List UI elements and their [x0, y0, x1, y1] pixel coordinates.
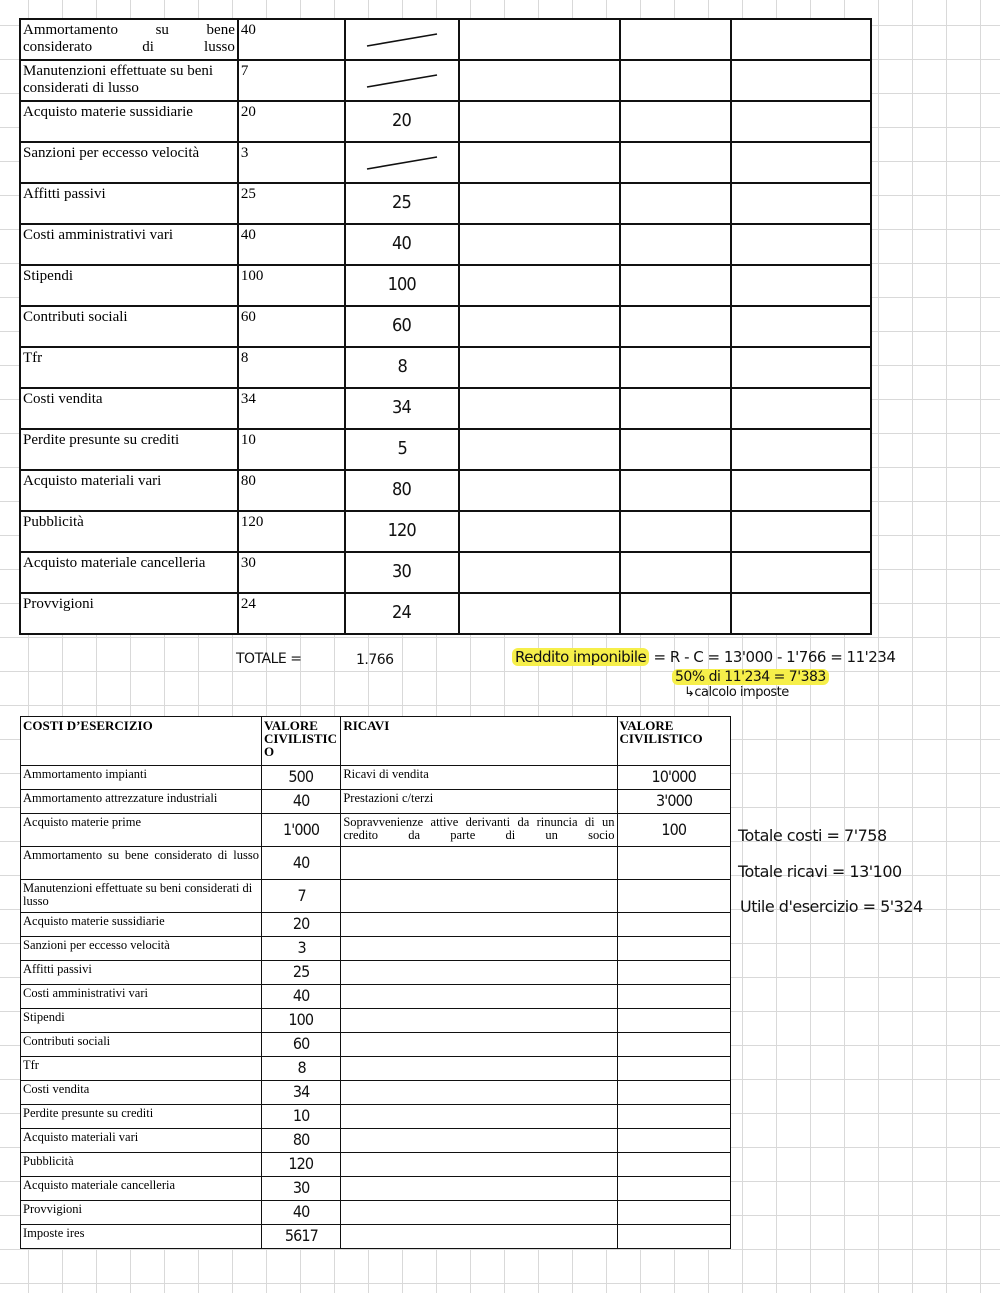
handwritten-value: 80: [292, 1130, 310, 1149]
totale-costi-note: Totale costi = 7'758: [738, 826, 887, 845]
handwritten-value: 60: [292, 1034, 310, 1053]
handwritten-value: 8: [297, 1058, 306, 1077]
cost-value-cell: 3: [238, 142, 345, 183]
table-row: [21, 1225, 731, 1249]
reddito-imponibile-note: [512, 648, 895, 666]
handwritten-value: 10: [292, 1106, 310, 1125]
handwritten-value: 100: [387, 274, 417, 295]
cost-name-cell: Ammortamento impianti: [21, 766, 262, 790]
cost-name-cell: Stipendi: [20, 265, 238, 306]
cost-name-cell: Provvigioni: [21, 1201, 262, 1225]
handwritten-value: 40: [292, 1202, 310, 1221]
handwritten-value: 3: [297, 938, 306, 957]
handwritten-value: 10'000: [651, 767, 696, 786]
empty-cell: [459, 593, 621, 634]
empty-cell: [459, 183, 621, 224]
table-row: [21, 1081, 731, 1105]
handwritten-value-cell: [345, 265, 459, 306]
table-row: [20, 593, 871, 634]
ricavo-name-cell: [341, 880, 617, 913]
ricavo-name-cell: [341, 1129, 617, 1153]
header-costi: COSTI D’ESERCIZIO: [21, 717, 262, 766]
handwritten-value-cell: [345, 183, 459, 224]
empty-cell: [731, 470, 871, 511]
handwritten-value: 34: [292, 1082, 310, 1101]
header-ricavi: RICAVI: [341, 717, 617, 766]
top-costs-table-body: [20, 19, 871, 634]
cost-name-cell: Acquisto materiali vari: [20, 470, 238, 511]
empty-cell: [731, 429, 871, 470]
handwritten-value: 500: [288, 767, 314, 786]
cost-value-cell: 80: [238, 470, 345, 511]
handwritten-value: 24: [392, 602, 412, 623]
ricavo-name-cell: [341, 1081, 617, 1105]
handwritten-value-cell: [345, 101, 459, 142]
empty-cell: [731, 511, 871, 552]
empty-cell: [459, 347, 621, 388]
table-row: [21, 961, 731, 985]
handwritten-value: 120: [387, 520, 417, 541]
conto-economico-table: [20, 716, 731, 1249]
ricavo-value-cell: [617, 1057, 731, 1081]
ricavo-name-cell: [341, 1201, 617, 1225]
ricavo-name-cell: Ricavi di vendita: [341, 766, 617, 790]
cost-value-cell: 60: [238, 306, 345, 347]
cost-name-cell: Ammortamento su bene considerato di lusso: [20, 19, 238, 60]
handwritten-value: 80: [392, 479, 412, 500]
cost-value-cell: 25: [238, 183, 345, 224]
cost-name-cell: Contributi sociali: [20, 306, 238, 347]
cost-name-cell: Costi vendita: [21, 1081, 262, 1105]
empty-cell: [620, 101, 731, 142]
cost-value-cell: [262, 961, 341, 985]
cost-name-cell: Sanzioni per eccesso velocità: [21, 937, 262, 961]
ricavo-value-cell: [617, 1081, 731, 1105]
handwritten-value-cell: [345, 19, 459, 60]
handwritten-value: 5617: [284, 1226, 318, 1245]
reddito-formula: = R - C = 13'000 - 1'766 = 11'234: [653, 648, 896, 666]
ricavo-value-cell: [617, 1129, 731, 1153]
handwritten-value: 30: [292, 1178, 310, 1197]
cost-name-cell: Ammortamento attrezzature industriali: [21, 790, 262, 814]
ricavo-value-cell: [617, 880, 731, 913]
ricavo-name-cell: [341, 847, 617, 880]
empty-cell: [731, 388, 871, 429]
table-row: [20, 101, 871, 142]
ricavo-name-cell: [341, 985, 617, 1009]
ricavo-name-cell: [341, 1057, 617, 1081]
cost-name-cell: Affitti passivi: [20, 183, 238, 224]
table-row: [21, 847, 731, 880]
empty-cell: [620, 593, 731, 634]
empty-cell: [731, 224, 871, 265]
ricavo-value-cell: [617, 1201, 731, 1225]
table-row: [21, 1105, 731, 1129]
tax-calculation: 50% di 11'234 = 7'383: [672, 669, 829, 685]
cost-name-cell: Sanzioni per eccesso velocità: [20, 142, 238, 183]
handwritten-value: 3'000: [655, 791, 692, 810]
cost-value-cell: [262, 766, 341, 790]
empty-cell: [620, 552, 731, 593]
handwritten-value: 30: [392, 561, 412, 582]
table-row: [21, 913, 731, 937]
table-row: [21, 1057, 731, 1081]
handwritten-value: 8: [397, 356, 407, 377]
cost-name-cell: Tfr: [21, 1057, 262, 1081]
ricavo-value-cell: [617, 1177, 731, 1201]
empty-cell: [731, 265, 871, 306]
ricavo-value-cell: [617, 790, 731, 814]
handwritten-value: 1'000: [283, 819, 320, 839]
empty-cell: [731, 593, 871, 634]
cost-name-cell: Pubblicità: [20, 511, 238, 552]
ricavo-name-cell: [341, 1177, 617, 1201]
cost-value-cell: [262, 1177, 341, 1201]
ricavo-value-cell: [617, 1153, 731, 1177]
empty-cell: [620, 224, 731, 265]
cost-value-cell: [262, 1129, 341, 1153]
handwritten-value-cell: [345, 511, 459, 552]
cost-name-cell: Affitti passivi: [21, 961, 262, 985]
empty-cell: [459, 552, 621, 593]
empty-cell: [459, 142, 621, 183]
cost-value-cell: 40: [238, 19, 345, 60]
handwritten-value: 25: [292, 962, 310, 981]
handwritten-value-cell: [345, 60, 459, 101]
cost-name-cell: Ammortamento su bene considerato di lusso: [21, 847, 262, 880]
handwritten-value: 40: [292, 791, 310, 810]
ricavo-name-cell: [341, 1009, 617, 1033]
ricavo-value-cell: [617, 913, 731, 937]
ricavo-name-cell: [341, 1225, 617, 1249]
table-row: [21, 1129, 731, 1153]
utile-esercizio-note: Utile d'esercizio = 5'324: [740, 897, 923, 916]
table-row: [20, 60, 871, 101]
empty-cell: [731, 60, 871, 101]
table-row: [21, 937, 731, 961]
empty-cell: [459, 224, 621, 265]
empty-cell: [620, 306, 731, 347]
ricavo-value-cell: [617, 1009, 731, 1033]
cost-value-cell: [262, 1081, 341, 1105]
table-row: [21, 1201, 731, 1225]
ricavo-value-cell: [617, 1105, 731, 1129]
cost-value-cell: [262, 937, 341, 961]
handwritten-value: 5: [397, 438, 407, 459]
handwritten-value: 20: [392, 110, 412, 131]
ricavo-name-cell: [341, 1105, 617, 1129]
cost-value-cell: 120: [238, 511, 345, 552]
empty-cell: [459, 470, 621, 511]
cost-value-cell: 40: [238, 224, 345, 265]
cost-name-cell: Stipendi: [21, 1009, 262, 1033]
table-row: [20, 306, 871, 347]
tax-line: [672, 669, 829, 685]
tax-note: ↳calcolo imposte: [684, 685, 789, 700]
cost-value-cell: [262, 1225, 341, 1249]
handwritten-value: 40: [392, 233, 412, 254]
crossed-out-mark: [364, 72, 440, 90]
empty-cell: [620, 265, 731, 306]
cost-name-cell: Acquisto materiale cancelleria: [21, 1177, 262, 1201]
handwritten-value-cell: [345, 142, 459, 183]
table-row: [20, 142, 871, 183]
handwritten-value: 60: [392, 315, 412, 336]
cost-value-cell: [262, 790, 341, 814]
ricavo-name-cell: Sopravvenienze attive derivanti da rinuncia di un credito da parte di un socio: [341, 814, 617, 847]
table-row: [21, 766, 731, 790]
empty-cell: [731, 19, 871, 60]
table-row: [20, 19, 871, 60]
handwritten-value: 40: [292, 986, 310, 1005]
ricavo-value-cell: [617, 1225, 731, 1249]
cost-name-cell: Perdite presunte su crediti: [21, 1105, 262, 1129]
totale-label: TOTALE =: [236, 651, 302, 667]
crossed-out-mark: [364, 31, 440, 49]
empty-cell: [731, 347, 871, 388]
reddito-label: Reddito imponibile: [512, 648, 649, 666]
cost-value-cell: 34: [238, 388, 345, 429]
table-row: [20, 224, 871, 265]
table-row: [21, 1009, 731, 1033]
handwritten-value-cell: [345, 306, 459, 347]
empty-cell: [459, 265, 621, 306]
empty-cell: [620, 470, 731, 511]
table-row: [20, 552, 871, 593]
top-costs-table: [19, 18, 872, 635]
empty-cell: [620, 511, 731, 552]
table-row: [20, 265, 871, 306]
empty-cell: [459, 429, 621, 470]
cost-value-cell: [262, 985, 341, 1009]
empty-cell: [731, 306, 871, 347]
ricavo-value-cell: [617, 1033, 731, 1057]
table-row: [21, 985, 731, 1009]
ricavo-value-cell: [617, 847, 731, 880]
handwritten-value-cell: [345, 593, 459, 634]
handwritten-value: 120: [288, 1154, 314, 1173]
cost-value-cell: 10: [238, 429, 345, 470]
empty-cell: [459, 60, 621, 101]
cost-value-cell: 20: [238, 101, 345, 142]
empty-cell: [620, 19, 731, 60]
table-row: [20, 388, 871, 429]
ricavo-value-cell: [617, 814, 731, 847]
table-row: [20, 470, 871, 511]
ricavo-value-cell: [617, 937, 731, 961]
cost-name-cell: Acquisto materiale cancelleria: [20, 552, 238, 593]
cost-name-cell: Provvigioni: [20, 593, 238, 634]
cost-value-cell: [262, 913, 341, 937]
cost-value-cell: 8: [238, 347, 345, 388]
conto-economico-body: [21, 717, 731, 1249]
table-row: [21, 880, 731, 913]
handwritten-value: 7: [297, 885, 306, 905]
cost-name-cell: Contributi sociali: [21, 1033, 262, 1057]
ricavo-name-cell: Prestazioni c/terzi: [341, 790, 617, 814]
cost-value-cell: [262, 1201, 341, 1225]
cost-name-cell: Costi amministrativi vari: [20, 224, 238, 265]
cost-name-cell: Costi amministrativi vari: [21, 985, 262, 1009]
empty-cell: [459, 101, 621, 142]
handwritten-value-cell: [345, 470, 459, 511]
cost-value-cell: [262, 1057, 341, 1081]
cost-name-cell: Pubblicità: [21, 1153, 262, 1177]
empty-cell: [459, 388, 621, 429]
cost-value-cell: [262, 1105, 341, 1129]
crossed-out-mark: [364, 154, 440, 172]
handwritten-value-cell: [345, 224, 459, 265]
table-row: [21, 1153, 731, 1177]
header-valore: VALORE CIVILISTIC O: [262, 717, 341, 766]
cost-name-cell: Manutenzioni effettuate su beni considerati di lusso: [20, 60, 238, 101]
cost-name-cell: Acquisto materie prime: [21, 814, 262, 847]
empty-cell: [459, 511, 621, 552]
empty-cell: [620, 60, 731, 101]
table-row: [20, 429, 871, 470]
cost-name-cell: Acquisto materie sussidiarie: [20, 101, 238, 142]
cost-value-cell: 24: [238, 593, 345, 634]
table-row: [20, 511, 871, 552]
cost-value-cell: 7: [238, 60, 345, 101]
table-row: [20, 183, 871, 224]
cost-name-cell: Acquisto materie sussidiarie: [21, 913, 262, 937]
totale-ricavi-note: Totale ricavi = 13'100: [738, 862, 902, 881]
cost-name-cell: Acquisto materiali vari: [21, 1129, 262, 1153]
handwritten-value-cell: [345, 429, 459, 470]
handwritten-value: 20: [292, 914, 310, 933]
table-row: [21, 790, 731, 814]
empty-cell: [620, 429, 731, 470]
empty-cell: [459, 19, 621, 60]
cost-name-cell: Costi vendita: [20, 388, 238, 429]
ricavo-value-cell: [617, 766, 731, 790]
header-row: [21, 717, 731, 766]
empty-cell: [620, 347, 731, 388]
handwritten-value: 100: [288, 1010, 314, 1029]
table-row: [21, 1177, 731, 1201]
handwritten-value: 40: [292, 852, 310, 872]
empty-cell: [620, 388, 731, 429]
cost-value-cell: [262, 814, 341, 847]
handwritten-value: 34: [392, 397, 412, 418]
cost-name-cell: Imposte ires: [21, 1225, 262, 1249]
totale-value: 1.766: [356, 652, 394, 668]
ricavo-name-cell: [341, 1033, 617, 1057]
empty-cell: [731, 142, 871, 183]
handwritten-value-cell: [345, 552, 459, 593]
ricavo-name-cell: [341, 937, 617, 961]
header-valore-ricavi: VALORE CIVILISTICO: [617, 717, 731, 766]
empty-cell: [620, 142, 731, 183]
handwritten-value-cell: [345, 388, 459, 429]
ricavo-name-cell: [341, 961, 617, 985]
cost-value-cell: [262, 1153, 341, 1177]
cost-name-cell: Tfr: [20, 347, 238, 388]
empty-cell: [731, 183, 871, 224]
empty-cell: [620, 183, 731, 224]
ricavo-name-cell: [341, 1153, 617, 1177]
cost-value-cell: [262, 1033, 341, 1057]
handwritten-value: 25: [392, 192, 412, 213]
cost-value-cell: [262, 880, 341, 913]
cost-value-cell: 100: [238, 265, 345, 306]
cost-value-cell: [262, 1009, 341, 1033]
ricavo-value-cell: [617, 961, 731, 985]
empty-cell: [731, 552, 871, 593]
cost-name-cell: Manutenzioni effettuate su beni considerati di lusso: [21, 880, 262, 913]
cost-value-cell: 30: [238, 552, 345, 593]
table-row: [21, 1033, 731, 1057]
handwritten-value-cell: [345, 347, 459, 388]
cost-value-cell: [262, 847, 341, 880]
empty-cell: [459, 306, 621, 347]
ricavo-name-cell: [341, 913, 617, 937]
table-row: [21, 814, 731, 847]
cost-name-cell: Perdite presunte su crediti: [20, 429, 238, 470]
table-row: [20, 347, 871, 388]
empty-cell: [731, 101, 871, 142]
ricavo-value-cell: [617, 985, 731, 1009]
handwritten-value: 100: [661, 819, 687, 839]
